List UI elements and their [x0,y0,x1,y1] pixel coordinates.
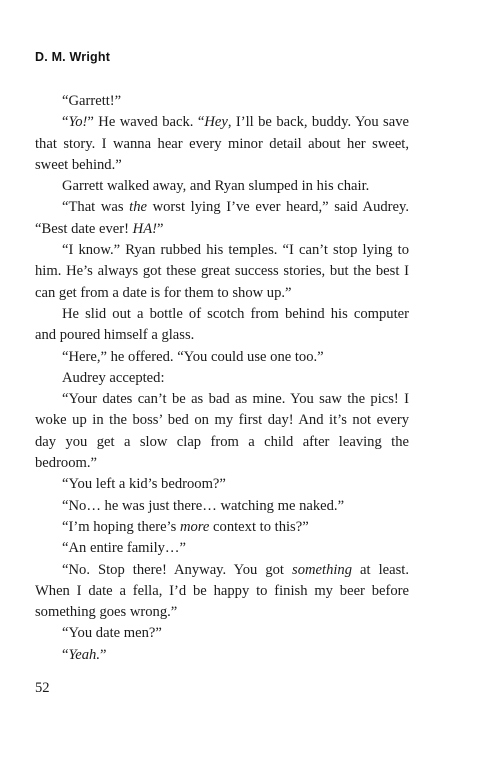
paragraph [35,474,409,495]
italic-text: Hey [204,114,228,131]
paragraph [35,112,409,176]
text-run: “You date men?” [62,625,162,642]
paragraph [35,368,409,389]
text-run: “Garrett!” [62,93,122,109]
text-run: “You left a kid’s bedroom?” [62,476,226,493]
paragraph [35,496,409,517]
italic-text: the [129,199,147,216]
paragraph [35,197,409,240]
paragraph [35,91,409,112]
text-run: “An entire family…” [62,540,186,557]
paragraph [35,645,409,666]
text-run: “Your dates can’t be as bad as mine. You saw the pics! I woke up in the boss’ bed on my first day! And it’s not every day you get a slow clap from a child after leaving the bedroom.” [35,391,409,472]
text-run: ” He waved back. “ [87,114,205,131]
body-text [35,91,409,666]
text-run: “No… he was just there… watching me naked.” [62,497,345,514]
paragraph [35,560,409,624]
text-run: , I’ll be back, buddy. You save that story. I wanna hear every minor detail about her sweet, sweet behind.” [35,114,409,173]
paragraph [35,623,409,644]
italic-text: something [292,561,353,578]
text-run: “ [62,646,69,663]
text-run: ” [156,220,164,237]
text-run: Audrey accepted: [62,369,165,386]
text-run: “No. Stop there! Anyway. You got [62,561,293,578]
text-run: ” [99,646,107,663]
italic-text: HA! [132,220,157,237]
italic-text: more [179,518,210,535]
italic-text: Yo! [68,114,88,131]
text-run: “ [62,114,69,131]
text-run: “I know.” Ryan rubbed his temples. “I can’t stop lying to him. He’s always got these great success stories, but the best I can get from a date is for them to show up.” [35,242,409,301]
running-header-author: D. M. Wright [35,50,111,64]
text-run: He slid out a bottle of scotch from behind his computer and poured himself a glass. [35,305,409,344]
text-run: worst lying I’ve ever heard,” said Audrey. “Best date ever! [35,199,409,237]
text-run: at least. When I date a fella, I’d be happy to finish my beer before something goes wrong.” [35,561,409,621]
paragraph [35,347,409,368]
paragraph [35,240,409,304]
paragraph [35,389,409,474]
text-run: “I’m hoping there’s [62,518,180,535]
paragraph [35,176,409,197]
italic-text: Yeah. [68,646,100,663]
text-run: Garrett walked away, and Ryan slumped in his chair. [62,178,370,195]
text-run: “Here,” he offered. “You could use one too.” [62,348,324,365]
paragraph [35,304,409,347]
page-number: 52 [35,680,50,696]
paragraph [35,538,409,559]
text-run: context to this?” [209,518,309,535]
text-run: “That was [62,199,130,216]
paragraph [35,517,409,538]
